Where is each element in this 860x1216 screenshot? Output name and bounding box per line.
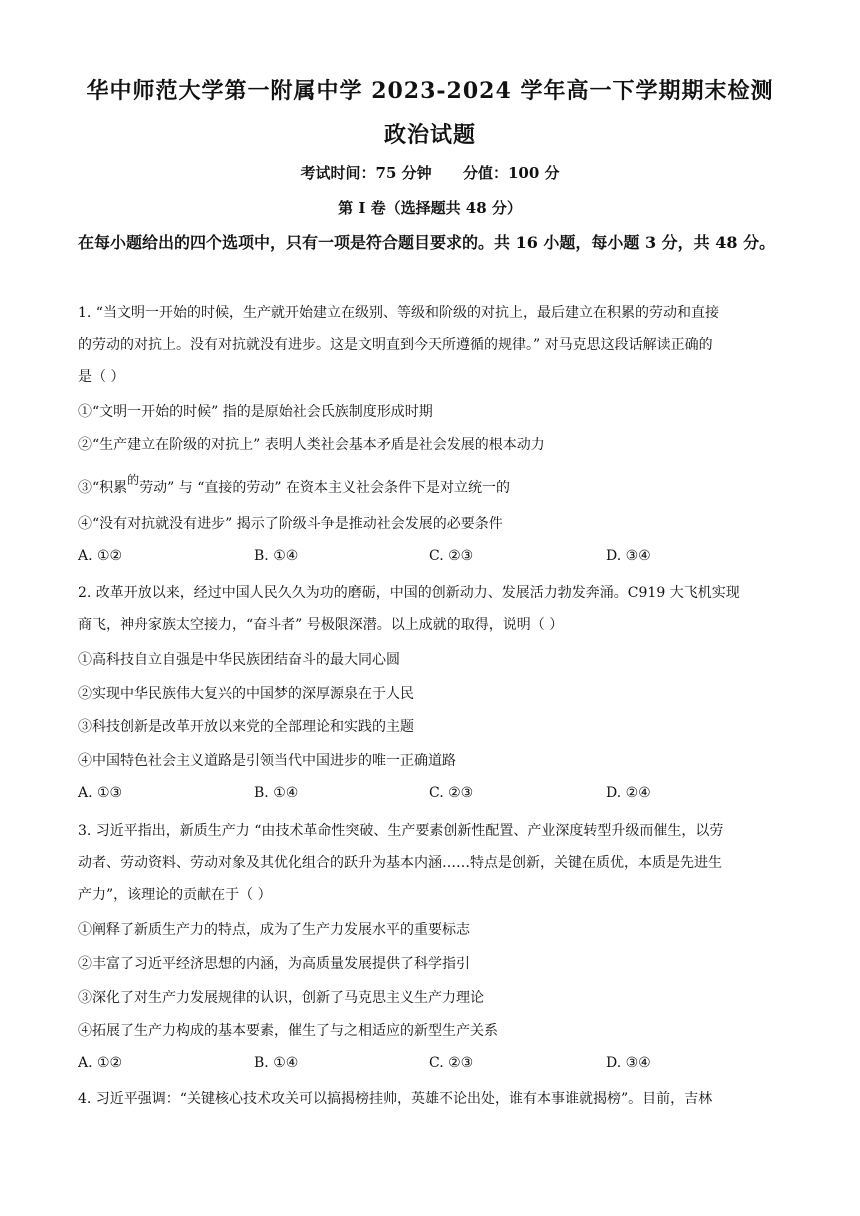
option-a: A. ①③ <box>78 785 123 801</box>
question-3-statement-4: ④拓展了生产力构成的基本要素，催生了与之相适应的新型生产关系 <box>78 1023 498 1039</box>
option-b: B. ①④ <box>254 785 299 801</box>
exam-subject: 政治试题 <box>383 122 476 148</box>
statement-3-tail: 劳动” 与 “直接的劳动” 在资本主义社会条件下是对立统一的 <box>139 480 511 496</box>
question-4-stem-line: 4. 习近平强调：“关键核心技术攻关可以搞揭榜挂帅，英雄不论出处，谁有本事谁就揭榜”。目前，吉林 <box>78 1091 713 1107</box>
question-1-statement-2: ②“生产建立在阶级的对抗上” 表明人类社会基本矛盾是社会发展的根本动力 <box>78 437 545 453</box>
option-b: B. ①④ <box>254 1055 299 1071</box>
question-1-stem-line: 1. “当文明一开始的时候，生产就开始建立在级别、等级和阶级的对抗上，最后建立在积累的劳动和直接 <box>78 305 719 321</box>
question-1-statement-4: ④“没有对抗就没有进步” 揭示了阶级斗争是推动社会发展的必要条件 <box>78 516 503 532</box>
question-3-statement-1: ①阐释了新质生产力的特点，成为了生产力发展水平的重要标志 <box>78 922 470 938</box>
exam-title: 华中师范大学第一附属中学 2023-2024 学年高一下学期期末检测 <box>86 78 774 104</box>
question-2-options <box>78 785 790 805</box>
question-2-statement-2: ②实现中华民族伟大复兴的中国梦的深厚源泉在于人民 <box>78 686 414 702</box>
option-a: A. ①② <box>78 1055 123 1071</box>
question-2-stem-line: 商飞，神舟家族太空接力，“奋斗者” 号极限深潜。以上成就的取得，说明（ ） <box>78 617 564 633</box>
question-3-stem-line: 3. 习近平指出，新质生产力 “由技术革命性突破、生产要素创新性配置、产业深度转型升级而催生，以劳 <box>78 823 724 839</box>
question-2-statement-4: ④中国特色社会主义道路是引领当代中国进步的唯一正确道路 <box>78 753 456 769</box>
question-3-statement-3: ③深化了对生产力发展规律的认识，创新了马克思主义生产力理论 <box>78 990 484 1006</box>
question-2-statement-1: ①高科技自立自强是中华民族团结奋斗的最大同心圆 <box>78 652 400 668</box>
question-3-stem-line: 产力”，该理论的贡献在于（ ） <box>78 887 272 903</box>
option-a: A. ①② <box>78 548 123 564</box>
question-3-options <box>78 1055 790 1075</box>
question-1-options <box>78 548 790 568</box>
option-d: D. ③④ <box>606 548 651 564</box>
question-1-stem-line: 是（ ） <box>78 369 125 385</box>
option-d: D. ③④ <box>606 1055 651 1071</box>
question-1-statement-3 <box>78 473 790 497</box>
option-c: C. ②③ <box>429 1055 474 1071</box>
option-d: D. ②④ <box>606 785 651 801</box>
option-b: B. ①④ <box>254 548 299 564</box>
question-2-statement-3: ③科技创新是改革开放以来党的全部理论和实践的主题 <box>78 719 414 735</box>
statement-3-head: ③“积累 <box>78 480 128 496</box>
section-title: 第 I 卷（选择题共 48 分） <box>338 199 522 217</box>
exam-info: 考试时间：75 分钟 分值：100 分 <box>300 164 560 182</box>
question-3-statement-2: ②丰富了习近平经济思想的内涵，为高质量发展提供了科学指引 <box>78 956 470 972</box>
question-1-statement-1: ①“文明一开始的时候” 指的是原始社会氏族制度形成时期 <box>78 404 433 420</box>
option-c: C. ②③ <box>429 548 474 564</box>
instructions: 在每小题给出的四个选项中，只有一项是符合题目要求的。共 16 小题，每小题 3 分，共 48 分。 <box>78 233 776 252</box>
question-1-stem-line: 的劳动的对抗上。没有对抗就没有进步。这是文明直到今天所遵循的规律。” 对马克思这段话解读正确的 <box>78 337 713 353</box>
option-c: C. ②③ <box>429 785 474 801</box>
statement-3-superscript: 的 <box>127 473 140 487</box>
question-2-stem-line: 2. 改革开放以来，经过中国人民久久为功的磨砺，中国的创新动力、发展活力勃发奔涌。C919 大飞机实现 <box>78 585 740 601</box>
question-3-stem-line: 动者、劳动资料、劳动对象及其优化组合的跃升为基本内涵……特点是创新，关键在质优，本质是先进生 <box>78 855 722 871</box>
